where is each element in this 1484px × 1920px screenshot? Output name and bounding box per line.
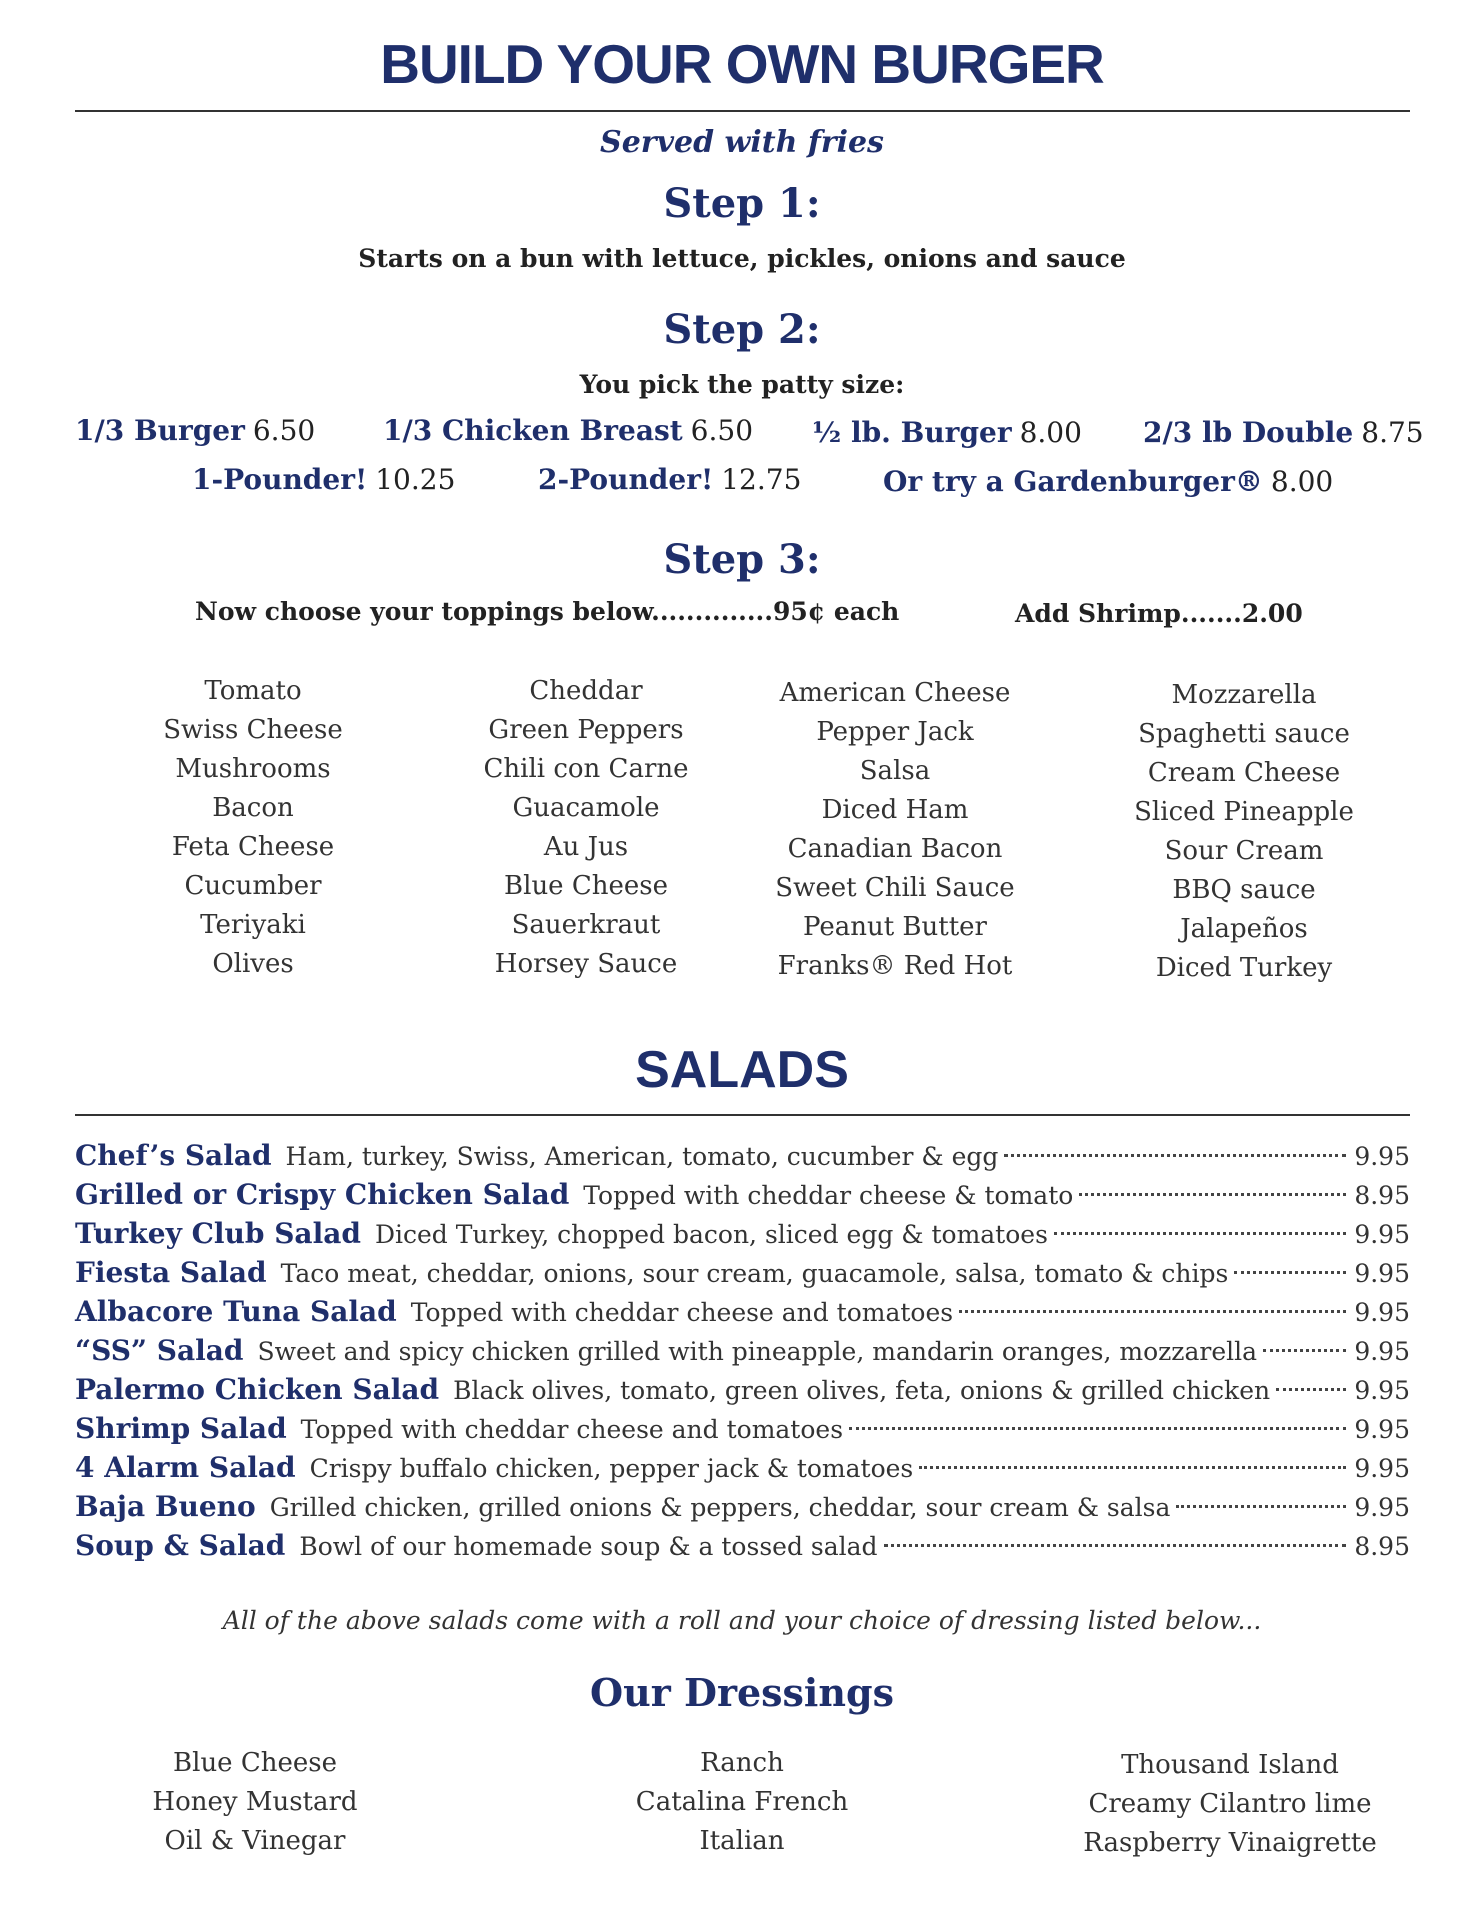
topping-item: Spaghetti sauce — [1138, 719, 1350, 749]
salad-price: 9.95 — [1354, 1493, 1410, 1522]
dressing-item: Ranch — [700, 1748, 784, 1778]
salad-name: Soup & Salad — [75, 1529, 286, 1562]
step1-heading: Step 1: — [663, 180, 821, 227]
dressing-item: Oil & Vinegar — [164, 1826, 346, 1856]
toppings-price-line: Now choose your toppings below..............95¢ each — [195, 597, 900, 626]
salads-section-title: SALADS — [635, 1041, 849, 1099]
topping-item: Feta Cheese — [171, 832, 335, 862]
dot-leader — [1079, 1193, 1346, 1196]
topping-item: Canadian Bacon — [787, 834, 1003, 864]
salad-item — [75, 1292, 1410, 1331]
patty-price: 6.50 — [690, 414, 754, 447]
salads-divider — [75, 1114, 1410, 1116]
dot-leader — [884, 1544, 1346, 1547]
step2-text: You pick the patty size: — [579, 370, 905, 399]
topping-item: Cucumber — [184, 871, 322, 901]
salad-item — [75, 1175, 1410, 1214]
topping-item: Cheddar — [529, 676, 643, 706]
patty-price: 8.75 — [1361, 416, 1424, 449]
topping-item: Salsa — [859, 756, 931, 786]
salad-item — [75, 1526, 1410, 1565]
dressing-item: Creamy Cilantro lime — [1088, 1789, 1372, 1819]
salad-description: Sweet and spicy chicken grilled with pineapple, mandarin oranges, mozzarella — [257, 1337, 1258, 1366]
topping-item: Diced Turkey — [1155, 953, 1333, 983]
step1-text: Starts on a bun with lettuce, pickles, onions and sauce — [358, 244, 1126, 273]
dot-leader — [959, 1310, 1346, 1313]
patty-name: Or try a Gardenburger® — [883, 465, 1263, 498]
served-with-note: Served with fries — [600, 125, 884, 160]
topping-item: Mushrooms — [175, 754, 331, 784]
salad-description: Diced Turkey, chopped bacon, sliced egg & tomatoes — [374, 1220, 1048, 1249]
topping-item: Bacon — [212, 793, 294, 823]
salad-item — [75, 1331, 1410, 1370]
salad-name: 4 Alarm Salad — [75, 1451, 296, 1484]
patty-option — [812, 416, 1082, 449]
patty-option — [538, 463, 801, 496]
topping-item: Sweet Chili Sauce — [775, 873, 1015, 903]
salad-item — [75, 1409, 1410, 1448]
dressing-item: Raspberry Vinaigrette — [1083, 1828, 1377, 1858]
salad-name: Chef’s Salad — [75, 1139, 272, 1172]
salad-price: 9.95 — [1354, 1220, 1410, 1249]
dressings-column — [532, 1744, 952, 1861]
topping-item: Chili con Carne — [483, 754, 689, 784]
patty-price: 12.75 — [721, 463, 802, 496]
dot-leader — [1234, 1271, 1346, 1274]
salad-price: 9.95 — [1354, 1454, 1410, 1483]
dot-leader — [919, 1466, 1346, 1469]
topping-item: American Cheese — [779, 678, 1011, 708]
topping-item: Sauerkraut — [511, 910, 661, 940]
patty-option — [883, 465, 1333, 498]
patty-name: 1-Pounder! — [192, 463, 368, 496]
patty-price: 10.25 — [375, 463, 456, 496]
dressing-item: Thousand Island — [1121, 1750, 1339, 1780]
topping-item: Guacamole — [512, 793, 660, 823]
patty-price: 6.50 — [252, 414, 316, 447]
salad-description: Topped with cheddar cheese & tomato — [583, 1181, 1074, 1210]
salad-item — [75, 1448, 1410, 1487]
salads-footnote: All of the above salads come with a roll and your choice of dressing listed below... — [222, 1606, 1262, 1635]
salad-description: Bowl of our homemade soup & a tossed salad — [299, 1532, 878, 1561]
topping-item: Horsey Sauce — [494, 949, 678, 979]
salad-price: 8.95 — [1354, 1532, 1410, 1561]
salad-description: Crispy buffalo chicken, pepper jack & tomatoes — [309, 1454, 914, 1483]
topping-item: Diced Ham — [821, 795, 969, 825]
topping-item: Green Peppers — [488, 715, 684, 745]
dressings-heading: Our Dressings — [590, 1670, 894, 1715]
salad-name: Albacore Tuna Salad — [75, 1295, 397, 1328]
patty-option — [1143, 416, 1424, 449]
step2-heading: Step 2: — [663, 306, 821, 353]
dressing-item: Catalina French — [635, 1787, 849, 1817]
topping-item: Franks® Red Hot — [777, 951, 1013, 981]
salad-item — [75, 1487, 1410, 1526]
dot-leader — [849, 1427, 1346, 1430]
topping-item: Tomato — [204, 676, 302, 706]
dressings-column — [45, 1744, 465, 1861]
salad-name: “SS” Salad — [75, 1334, 244, 1367]
patty-option — [192, 463, 455, 496]
patty-option — [75, 414, 315, 447]
salad-description: Ham, turkey, Swiss, American, tomato, cucumber & egg — [285, 1142, 999, 1171]
dot-leader — [1263, 1349, 1346, 1352]
salad-price: 9.95 — [1354, 1415, 1410, 1444]
salad-list — [75, 1136, 1410, 1565]
topping-item: Teriyaki — [200, 910, 306, 940]
salad-price: 9.95 — [1354, 1142, 1410, 1171]
patty-price: 8.00 — [1019, 416, 1082, 449]
toppings-column — [1064, 676, 1424, 988]
salad-description: Topped with cheddar cheese and tomatoes — [300, 1415, 844, 1444]
topping-item: BBQ sauce — [1172, 875, 1316, 905]
topping-item: Au Jus — [543, 832, 629, 862]
topping-item: Pepper Jack — [816, 717, 974, 747]
salad-price: 8.95 — [1354, 1181, 1410, 1210]
salad-description: Black olives, tomato, green olives, feta, onions & grilled chicken — [453, 1376, 1271, 1405]
toppings-column — [73, 672, 433, 984]
salad-name: Turkey Club Salad — [75, 1217, 361, 1250]
salad-item — [75, 1253, 1410, 1292]
topping-item: Olives — [212, 949, 294, 979]
dot-leader — [1054, 1232, 1346, 1235]
topping-item: Blue Cheese — [504, 871, 668, 901]
salad-item — [75, 1370, 1410, 1409]
title-divider — [75, 110, 1410, 112]
dot-leader — [1176, 1505, 1346, 1508]
salad-price: 9.95 — [1354, 1337, 1410, 1366]
add-shrimp-line: Add Shrimp.......2.00 — [1015, 599, 1303, 628]
salad-name: Shrimp Salad — [75, 1412, 287, 1445]
patty-name: 2/3 lb Double — [1143, 416, 1354, 449]
topping-item: Swiss Cheese — [163, 715, 343, 745]
topping-item: Sliced Pineapple — [1134, 797, 1354, 827]
toppings-column — [715, 674, 1075, 986]
patty-name: ½ lb. Burger — [812, 416, 1012, 449]
topping-item: Cream Cheese — [1147, 758, 1341, 788]
salad-price: 9.95 — [1354, 1298, 1410, 1327]
salad-item — [75, 1214, 1410, 1253]
salad-description: Grilled chicken, grilled onions & peppers, cheddar, sour cream & salsa — [269, 1493, 1171, 1522]
toppings-column — [406, 672, 766, 984]
salad-name: Grilled or Crispy Chicken Salad — [75, 1178, 570, 1211]
patty-name: 2-Pounder! — [538, 463, 714, 496]
topping-item: Jalapeños — [1180, 914, 1308, 944]
dressing-item: Blue Cheese — [173, 1748, 337, 1778]
patty-name: 1/3 Burger — [75, 414, 245, 447]
salad-description: Taco meat, cheddar, onions, sour cream, guacamole, salsa, tomato & chips — [280, 1259, 1229, 1288]
patty-name: 1/3 Chicken Breast — [383, 414, 683, 447]
burger-section-title: BUILD YOUR OWN BURGER — [380, 33, 1104, 95]
dot-leader — [1004, 1154, 1346, 1157]
topping-item: Mozzarella — [1171, 680, 1317, 710]
salad-price: 9.95 — [1354, 1376, 1410, 1405]
patty-option — [383, 414, 753, 447]
dressing-item: Italian — [699, 1826, 785, 1856]
salad-name: Fiesta Salad — [75, 1256, 267, 1289]
topping-item: Peanut Butter — [803, 912, 987, 942]
salad-item — [75, 1136, 1410, 1175]
dressing-item: Honey Mustard — [152, 1787, 358, 1817]
salad-name: Baja Bueno — [75, 1490, 256, 1523]
salad-name: Palermo Chicken Salad — [75, 1373, 440, 1406]
step3-heading: Step 3: — [663, 536, 821, 583]
dot-leader — [1276, 1388, 1346, 1391]
salad-price: 9.95 — [1354, 1259, 1410, 1288]
salad-description: Topped with cheddar cheese and tomatoes — [410, 1298, 954, 1327]
patty-price: 8.00 — [1270, 465, 1334, 498]
dressings-column — [1020, 1746, 1440, 1863]
topping-item: Sour Cream — [1164, 836, 1324, 866]
